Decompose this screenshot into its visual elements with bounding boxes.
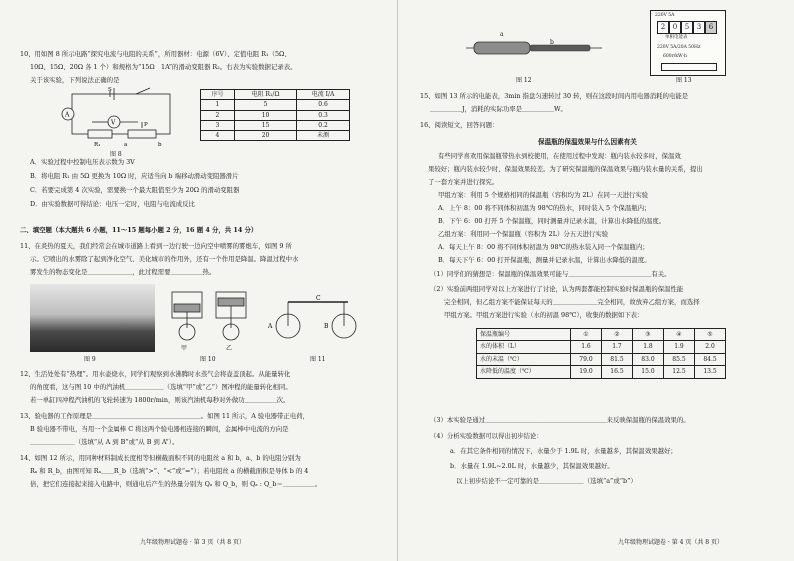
table-cell: 4 [201,131,235,141]
q15-line2: ＿＿＿＿＿J，消耗的实际功率是＿＿＿＿＿W。 [430,105,567,113]
q10-line3: 关于该实验，下列说法正确的是 [30,76,120,84]
spray-truck-photo [30,284,155,352]
table-cell: 19.0 [570,366,601,378]
table-row [201,131,350,141]
fig13-caption: 图 13 [676,77,692,84]
point-b-label: b [158,142,162,148]
q15-line1: 15、如图 13 所示的电能表，3min 指盘匀速转过 30 转，则在这段时间内用电器消耗的电能是 [420,92,689,100]
table-cell: 84.5 [694,353,725,365]
q10-line2: 10Ω、15Ω、20Ω 各 1 个）和规格为“15Ω 1A”的滑动变阻器 R₂。右表为实验数据记录表。 [30,63,297,71]
fig8-caption: 图 8 [110,151,122,158]
article-title: 保温瓶的保温效果与什么因素有关 [538,138,637,146]
q11-line2: 示。它喷出的水雾除了起到净化空气、美化城市的作用外，还有一个作用是降温。降温过程中水 [30,255,299,263]
table-cell: 81.5 [601,353,632,365]
q13-line1: 13、验电器的工作原理是＿＿＿＿＿＿＿＿＿＿＿＿＿＿＿＿＿。如图 11 所示，A 验电器带正电荷， [20,412,309,420]
fig11-caption: 图 11 [310,356,326,363]
table-cell: 1.6 [570,341,601,353]
r1-label: R₁ [94,142,101,148]
article-line: B．每天下午 6：00 打开保温瓶，测量并记录水温，计算出水降低的温度。 [438,256,651,264]
table-cell: 0.2 [297,120,350,130]
q10-option-b: B．将电阻 R₁ 由 5Ω 更换为 10Ω 时，应适当向 b 端移动滑动变阻器滑片 [30,172,239,180]
table-cell: 1 [201,100,235,110]
table-header: 电流 I/A [297,90,350,100]
table-cell: 1.8 [632,341,663,353]
table-header: 保温瓶编号 [477,329,571,341]
table-header: ④ [663,329,694,341]
table-header: 电阻 R₁/Ω [234,90,296,100]
q16-4b: b．水量在 1.9L~2.0L 时，水量越少，其保温效果越好。 [450,462,614,470]
q16-data-table [476,328,726,379]
table-row [201,110,350,120]
circuit-diagram-fig8 [58,86,178,148]
q16-4c: 以上初步结论不一定可靠的是＿＿＿＿＿＿＿（选填“a”或“b”） [456,477,637,485]
voltmeter-symbol: V [111,119,116,127]
q13-line2: B 验电器不带电，当用一个金属棒 C 将这两个验电器相连接的瞬间，金属棒中电流的方向是 [30,425,289,433]
table-row [477,366,726,378]
table-cell: 20 [234,131,296,141]
meter-digit: 5 [681,21,693,34]
fig10-caption: 图 10 [200,356,216,363]
q16-1: （1）同学们的猜想是：保温瓶的保温效果可能与＿＿＿＿＿＿＿＿＿＿＿＿＿有关。 [430,270,671,278]
article-line: 果较好；瓶内装水较少时，保温效果较差。为了研究保温瓶的保温效果与瓶内装水量的关系，提出 [428,165,703,173]
q10-option-c: C．若要完成第 4 次实验，需要换一个最大阻值至少为 20Ω 的滑动变阻器 [30,186,240,194]
q12-line3: 若一单缸四冲程汽油机的飞轮转速为 1800r/min，则该汽油机每秒对外做功＿＿＿＿＿次。 [30,396,290,404]
electroscope-b-label: B [324,323,329,330]
table-row [201,120,350,130]
q16-4: （4）分析实验数据可以得出初步结论： [430,432,543,440]
slider-p-label: P [144,122,148,128]
q11-line1: 11、在炎热的夏天，我们经常会在城市道路上看到一边行驶一边向空中喷雾的雾炮车，如图 9 所 [20,242,292,250]
fig10-label-jia: 甲 [181,345,188,352]
table-cell: 2 [201,110,235,120]
article-line: A．每天上午 8：00 将不同体积初温为 98℃的热水装入同一个保温瓶内； [438,243,649,251]
meter-disc-window [661,63,717,71]
wire-b-label: b [550,39,554,46]
page-4 [397,0,794,561]
table-cell: 未测 [297,131,350,141]
meter-digit-decimal: 6 [705,21,717,34]
meter-rate-text: 600r/kW·h [663,54,687,59]
meter-spec-text: 220V 5A/20A 50Hz [657,45,701,50]
ammeter-symbol: A [65,111,70,119]
article-line: 甲组方案：利用 5 个规格相同的保温瓶（容积均为 2L）在同一天进行实验 [438,191,649,199]
meter-top-text: 220V 5A [655,13,675,18]
resistance-wires-fig12 [466,30,606,66]
table-cell: 水的体积（L） [477,341,571,353]
q12-line1: 12、生活处处有“热理”。用水壶烧水，同学们观察到水沸腾时水蒸气会将壶盖顶起。从能量转化 [20,370,291,378]
fig12-caption: 图 12 [516,77,532,84]
table-cell: 水的末温（℃） [477,353,571,365]
article-line: 乙组方案：利用同一个保温瓶（容积为 2L）分五天进行实验 [438,230,609,238]
table-cell: 79.0 [570,353,601,365]
q16-3: （3）本实验是通过＿＿＿＿＿＿＿＿＿＿＿＿＿＿＿＿＿＿＿来反映保温瓶的保温效果的。 [430,416,690,424]
rod-c-label: C [316,295,321,302]
q14-line3: 倍，把它们连接起来接入电路中，则通电后产生的热量分别为 Qₐ 和 Q_b，则 Qₐ : Q_b＝＿＿＿＿＿。 [30,480,322,488]
fig9-caption: 图 9 [84,356,96,363]
page-3-footer: 九年级物理试题卷 · 第 3 页（共 8 页） [140,538,245,546]
q10-data-table [200,89,350,141]
q14-line2: Rₐ 和 R_b，由图可知 Rₐ＿＿R_b（选填“>”、“<”或“=”）；若电阻丝 a 的横截面积是导体 b 的 4 [30,467,309,475]
table-cell: 15 [234,120,296,130]
q16-heading: 16、阅读短文，回答问题： [420,121,499,129]
q11-line3: 雾发生的物态变化是＿＿＿＿＿＿＿，此过程需要＿＿＿＿＿热。 [30,268,216,276]
table-cell: 1.9 [663,341,694,353]
table-cell: 16.5 [601,366,632,378]
table-header: 序号 [201,90,235,100]
table-header-row [477,329,726,341]
table-header: ③ [632,329,663,341]
article-line: B．下午 6：00 打开 5 个保温瓶，同时测量并记录水温，计算出水降低的温度。 [438,217,666,225]
table-cell: 0.3 [297,110,350,120]
table-row [477,353,726,365]
table-cell: 水降低的温度（℃） [477,366,571,378]
article-line: A．上午 8：00 将不同体积初温为 98℃的热水，同时装入 5 个保温瓶内； [438,204,651,212]
q10-option-a: A．实验过程中控制电压表示数为 3V [30,158,135,166]
article-line: 了一套方案并进行探究。 [428,178,499,186]
table-cell: 5 [234,100,296,110]
q16-2-line3: 甲组方案。甲组方案进行实验（水的初温 98℃），收集的数据如下表： [444,311,644,319]
energy-meter-fig13 [650,10,726,76]
table-cell: 10 [234,110,296,120]
electroscope-a-label: A [268,323,273,330]
table-header: ① [570,329,601,341]
page-4-footer: 九年级物理试题卷 · 第 4 页（共 8 页） [618,538,723,546]
meter-digit: 2 [657,21,669,34]
section-2-heading: 二、填空题（本大题共 6 小题，11～15 题每小题 2 分，16 题 4 分，共 14 分） [20,226,258,234]
fig10-label-yi: 乙 [226,345,233,352]
meter-digit: 0 [669,21,681,34]
table-cell: 85.5 [663,353,694,365]
q16-4a: a．在其它条件相同的情况下，水量少于 1.9L 时，水量越多，其保温效果越好； [450,447,677,455]
q10-line1: 10、用如图 8 所示电路“探究电流与电阻的关系”，所用器材：电源（6V）、定值电阻 R₁（5Ω、 [20,50,291,58]
point-a-label: a [124,142,128,148]
wire-a-label: a [500,31,504,38]
q16-2-line1: （2）实验前两组同学对以上方案进行了讨论，认为两套都能控制实验时保温瓶的保温性能 [430,285,684,293]
meter-digit-display [657,21,717,34]
table-cell: 13.5 [694,366,725,378]
q14-line1: 14、如图 12 所示，用同种材料制成长度相等但横截面积不同的电阻丝 a 和 b，a、b 的电阻分别为 [20,454,301,462]
engine-strokes-fig10 [168,284,254,344]
table-cell: 15.0 [632,366,663,378]
meter-type-text: 单相电能表 [665,35,688,40]
electroscopes-fig11 [266,292,366,344]
q16-2-line2: 完全相同，但乙组方案不能保证每天的＿＿＿＿＿＿＿完全相同，故放弃乙组方案，而选择 [444,298,700,306]
meter-digit: 3 [693,21,705,34]
table-cell: 2.0 [694,341,725,353]
table-cell: 83.0 [632,353,663,365]
table-cell: 3 [201,120,235,130]
q10-option-d: D．由实验数据可得结论：电压一定时，电阻与电流成反比 [30,200,195,208]
table-cell: 0.6 [297,100,350,110]
article-line: 有些同学喜欢用保温瓶带热水到校使用，在使用过程中发现：瓶内装水较多时，保温效 [438,152,681,160]
table-header-row [201,90,350,100]
q12-line2: 的角度看，这与图 10 中的汽油机＿＿＿＿＿＿（选填“甲”或“乙”）图冲程的能量转化相同。 [30,383,292,391]
table-cell: 12.5 [663,366,694,378]
table-header: ② [601,329,632,341]
table-header: ⑤ [694,329,725,341]
q13-line3: ＿＿＿＿＿＿＿（选填“从 A 到 B”或“从 B 到 A”）。 [30,438,179,446]
table-cell: 1.7 [601,341,632,353]
table-row [201,100,350,110]
table-row [477,341,726,353]
switch-label: S [108,87,112,93]
